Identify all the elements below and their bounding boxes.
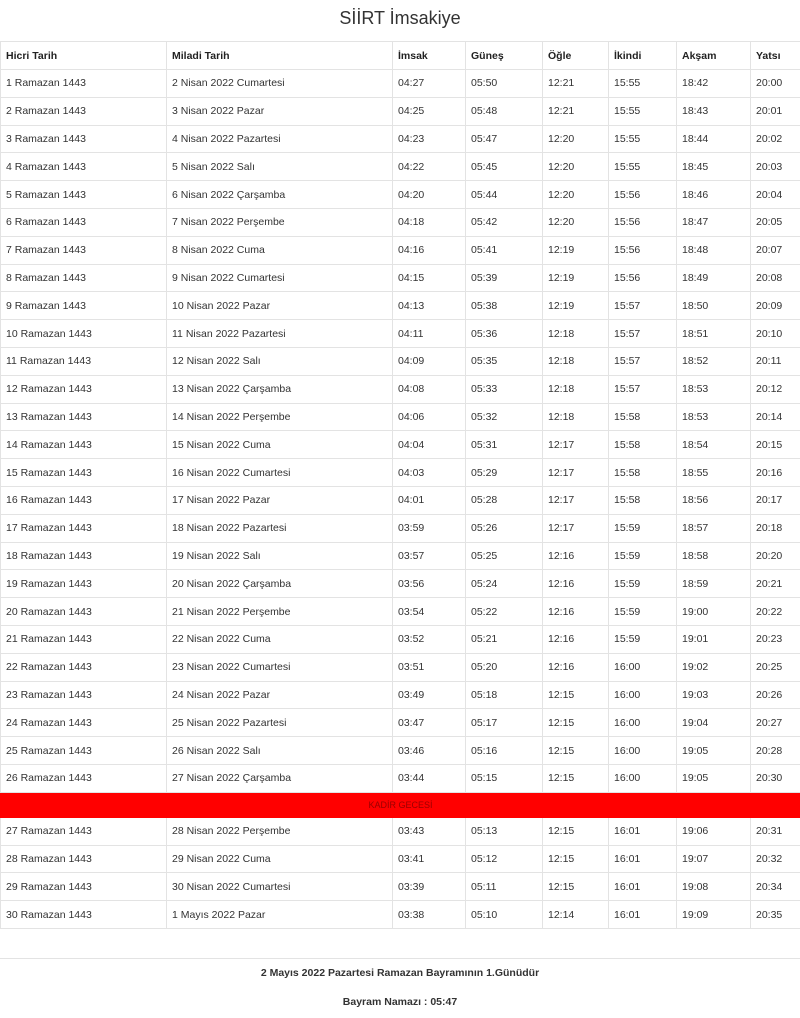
table-cell: 6 Nisan 2022 Çarşamba <box>167 181 393 209</box>
table-cell: 28 Ramazan 1443 <box>1 845 167 873</box>
table-row <box>1 817 800 845</box>
table-cell: 2 Nisan 2022 Cumartesi <box>167 70 393 98</box>
table-cell: 05:32 <box>466 403 543 431</box>
table-cell: 20:35 <box>751 901 800 929</box>
table-cell: 23 Ramazan 1443 <box>1 681 167 709</box>
table-cell: 15:55 <box>609 97 677 125</box>
table-cell: 12 Ramazan 1443 <box>1 375 167 403</box>
table-row <box>1 347 800 375</box>
table-cell: 12:16 <box>543 570 609 598</box>
table-cell: 05:24 <box>466 570 543 598</box>
table-cell: 12:16 <box>543 542 609 570</box>
table-cell: 15 Ramazan 1443 <box>1 459 167 487</box>
table-cell: 03:51 <box>393 653 466 681</box>
table-cell: 18:54 <box>677 431 751 459</box>
table-cell: 19:08 <box>677 873 751 901</box>
table-row <box>1 514 800 542</box>
table-cell: 05:48 <box>466 97 543 125</box>
table-cell: 6 Ramazan 1443 <box>1 208 167 236</box>
table-cell: 20:14 <box>751 403 800 431</box>
table-cell: 18:53 <box>677 403 751 431</box>
column-header: Yatsı <box>751 42 800 70</box>
table-cell: 04:22 <box>393 153 466 181</box>
table-row <box>1 125 800 153</box>
table-cell: 25 Nisan 2022 Pazartesi <box>167 709 393 737</box>
table-cell: 19:02 <box>677 653 751 681</box>
table-cell: 05:15 <box>466 764 543 792</box>
table-cell: 12:18 <box>543 320 609 348</box>
table-cell: 15:58 <box>609 431 677 459</box>
table-cell: 4 Nisan 2022 Pazartesi <box>167 125 393 153</box>
table-cell: 05:20 <box>466 653 543 681</box>
table-cell: 18:48 <box>677 236 751 264</box>
table-cell: 15:59 <box>609 542 677 570</box>
table-cell: 20:27 <box>751 709 800 737</box>
table-cell: 15:57 <box>609 320 677 348</box>
table-row <box>1 320 800 348</box>
table-cell: 18:47 <box>677 208 751 236</box>
table-body <box>1 70 800 929</box>
table-cell: 4 Ramazan 1443 <box>1 153 167 181</box>
table-cell: 03:52 <box>393 625 466 653</box>
table-row <box>1 70 800 98</box>
table-cell: 03:43 <box>393 817 466 845</box>
table-cell: 12:17 <box>543 514 609 542</box>
table-cell: 04:15 <box>393 264 466 292</box>
table-cell: 03:56 <box>393 570 466 598</box>
table-cell: 05:35 <box>466 347 543 375</box>
table-cell: 20:11 <box>751 347 800 375</box>
table-cell: 19 Ramazan 1443 <box>1 570 167 598</box>
table-cell: 3 Nisan 2022 Pazar <box>167 97 393 125</box>
footer-divider <box>0 958 800 959</box>
table-cell: 19:03 <box>677 681 751 709</box>
table-cell: 10 Ramazan 1443 <box>1 320 167 348</box>
table-cell: 16 Nisan 2022 Cumartesi <box>167 459 393 487</box>
table-header <box>1 42 800 70</box>
table-cell: 12:19 <box>543 292 609 320</box>
table-cell: 17 Ramazan 1443 <box>1 514 167 542</box>
table-cell: 16:00 <box>609 681 677 709</box>
table-cell: 20:05 <box>751 208 800 236</box>
table-cell: 12:16 <box>543 653 609 681</box>
table-cell: 20:21 <box>751 570 800 598</box>
table-row <box>1 97 800 125</box>
table-cell: 12 Nisan 2022 Salı <box>167 347 393 375</box>
table-row <box>1 236 800 264</box>
table-cell: 12:19 <box>543 236 609 264</box>
table-cell: 20:07 <box>751 236 800 264</box>
table-cell: 12:18 <box>543 403 609 431</box>
table-cell: 12:16 <box>543 625 609 653</box>
table-cell: 18:42 <box>677 70 751 98</box>
table-cell: 12:17 <box>543 459 609 487</box>
table-row <box>1 153 800 181</box>
table-cell: 04:01 <box>393 486 466 514</box>
table-cell: 20:28 <box>751 737 800 765</box>
table-cell: 03:44 <box>393 764 466 792</box>
table-cell: 18:49 <box>677 264 751 292</box>
table-cell: 16:00 <box>609 653 677 681</box>
table-cell: 12:15 <box>543 764 609 792</box>
table-cell: 12:20 <box>543 153 609 181</box>
table-cell: 05:13 <box>466 817 543 845</box>
table-cell: 12:19 <box>543 264 609 292</box>
table-cell: 14 Nisan 2022 Perşembe <box>167 403 393 431</box>
table-cell: 05:47 <box>466 125 543 153</box>
table-cell: 18:43 <box>677 97 751 125</box>
table-cell: 04:06 <box>393 403 466 431</box>
table-cell: 05:41 <box>466 236 543 264</box>
table-cell: 27 Nisan 2022 Çarşamba <box>167 764 393 792</box>
table-cell: 12:15 <box>543 681 609 709</box>
table-cell: 2 Ramazan 1443 <box>1 97 167 125</box>
table-cell: 05:39 <box>466 264 543 292</box>
table-cell: 05:22 <box>466 598 543 626</box>
column-header: Miladi Tarih <box>167 42 393 70</box>
table-cell: 28 Nisan 2022 Perşembe <box>167 817 393 845</box>
table-cell: 13 Nisan 2022 Çarşamba <box>167 375 393 403</box>
table-cell: 13 Ramazan 1443 <box>1 403 167 431</box>
table-cell: 23 Nisan 2022 Cumartesi <box>167 653 393 681</box>
table-cell: 16 Ramazan 1443 <box>1 486 167 514</box>
table-cell: 20:17 <box>751 486 800 514</box>
table-cell: 03:38 <box>393 901 466 929</box>
table-cell: 15:55 <box>609 153 677 181</box>
table-cell: 05:31 <box>466 431 543 459</box>
table-cell: 05:18 <box>466 681 543 709</box>
table-cell: 05:28 <box>466 486 543 514</box>
table-cell: 24 Ramazan 1443 <box>1 709 167 737</box>
table-cell: 20:20 <box>751 542 800 570</box>
table-cell: 05:21 <box>466 625 543 653</box>
table-cell: 03:41 <box>393 845 466 873</box>
table-cell: 12:15 <box>543 845 609 873</box>
header-row <box>1 42 800 70</box>
table-cell: 04:20 <box>393 181 466 209</box>
table-cell: 05:29 <box>466 459 543 487</box>
table-cell: 16:01 <box>609 845 677 873</box>
table-row <box>1 292 800 320</box>
table-cell: 26 Nisan 2022 Salı <box>167 737 393 765</box>
table-row <box>1 873 800 901</box>
column-header: Öğle <box>543 42 609 70</box>
table-cell: 12:15 <box>543 709 609 737</box>
table-cell: 26 Ramazan 1443 <box>1 764 167 792</box>
table-cell: 04:03 <box>393 459 466 487</box>
table-cell: 20:25 <box>751 653 800 681</box>
table-cell: 05:11 <box>466 873 543 901</box>
table-cell: 16:00 <box>609 737 677 765</box>
table-cell: 17 Nisan 2022 Pazar <box>167 486 393 514</box>
table-cell: 5 Nisan 2022 Salı <box>167 153 393 181</box>
table-cell: 30 Nisan 2022 Cumartesi <box>167 873 393 901</box>
column-header: İkindi <box>609 42 677 70</box>
table-row <box>1 542 800 570</box>
table-cell: 8 Ramazan 1443 <box>1 264 167 292</box>
table-cell: 15:56 <box>609 181 677 209</box>
table-row <box>1 486 800 514</box>
table-cell: 20 Ramazan 1443 <box>1 598 167 626</box>
table-cell: 20:00 <box>751 70 800 98</box>
table-row <box>1 653 800 681</box>
table-cell: 7 Nisan 2022 Perşembe <box>167 208 393 236</box>
table-cell: 20:10 <box>751 320 800 348</box>
table-cell: 05:12 <box>466 845 543 873</box>
table-cell: 15:55 <box>609 70 677 98</box>
table-cell: 15:58 <box>609 403 677 431</box>
table-cell: 21 Nisan 2022 Perşembe <box>167 598 393 626</box>
table-cell: 11 Ramazan 1443 <box>1 347 167 375</box>
table-row <box>1 901 800 929</box>
table-cell: 18:50 <box>677 292 751 320</box>
table-cell: 18:57 <box>677 514 751 542</box>
table-cell: 05:45 <box>466 153 543 181</box>
table-row <box>1 208 800 236</box>
column-header: Güneş <box>466 42 543 70</box>
table-cell: 20:04 <box>751 181 800 209</box>
table-cell: 24 Nisan 2022 Pazar <box>167 681 393 709</box>
table-cell: 19 Nisan 2022 Salı <box>167 542 393 570</box>
table-cell: 18:46 <box>677 181 751 209</box>
table-cell: 20:16 <box>751 459 800 487</box>
table-row <box>1 737 800 765</box>
table-cell: 22 Nisan 2022 Cuma <box>167 625 393 653</box>
table-cell: 20:22 <box>751 598 800 626</box>
table-row <box>1 570 800 598</box>
table-cell: 20:12 <box>751 375 800 403</box>
page-title: SİİRT İmsakiye <box>339 8 461 28</box>
table-cell: 05:38 <box>466 292 543 320</box>
table-cell: 21 Ramazan 1443 <box>1 625 167 653</box>
table-cell: 04:25 <box>393 97 466 125</box>
table-cell: 19:01 <box>677 625 751 653</box>
table-cell: 27 Ramazan 1443 <box>1 817 167 845</box>
table-cell: 19:00 <box>677 598 751 626</box>
table-cell: 8 Nisan 2022 Cuma <box>167 236 393 264</box>
table-cell: 18:51 <box>677 320 751 348</box>
table-cell: 18:52 <box>677 347 751 375</box>
table-cell: 14 Ramazan 1443 <box>1 431 167 459</box>
table-row <box>1 845 800 873</box>
table-cell: 19:09 <box>677 901 751 929</box>
table-cell: 04:11 <box>393 320 466 348</box>
table-cell: 15 Nisan 2022 Cuma <box>167 431 393 459</box>
table-cell: 20:32 <box>751 845 800 873</box>
table-cell: 3 Ramazan 1443 <box>1 125 167 153</box>
table-cell: 18:59 <box>677 570 751 598</box>
table-cell: 18:56 <box>677 486 751 514</box>
table-cell: 20 Nisan 2022 Çarşamba <box>167 570 393 598</box>
imsakiye-table <box>0 41 800 929</box>
table-cell: 16:00 <box>609 764 677 792</box>
table-row <box>1 459 800 487</box>
table-cell: 20:02 <box>751 125 800 153</box>
table-row <box>1 625 800 653</box>
bayram-namazi: Bayram Namazı : 05:47 <box>342 996 458 1008</box>
table-cell: 30 Ramazan 1443 <box>1 901 167 929</box>
table-cell: 18:58 <box>677 542 751 570</box>
table-cell: 20:15 <box>751 431 800 459</box>
table-cell: 18 Ramazan 1443 <box>1 542 167 570</box>
table-cell: 9 Nisan 2022 Cumartesi <box>167 264 393 292</box>
table-cell: 20:34 <box>751 873 800 901</box>
table-cell: 12:18 <box>543 347 609 375</box>
table-cell: 04:23 <box>393 125 466 153</box>
table-cell: 19:06 <box>677 817 751 845</box>
table-cell: 20:09 <box>751 292 800 320</box>
table-cell: 5 Ramazan 1443 <box>1 181 167 209</box>
table-cell: 04:09 <box>393 347 466 375</box>
table-cell: 04:13 <box>393 292 466 320</box>
table-cell: 19:05 <box>677 737 751 765</box>
table-cell: 12:17 <box>543 431 609 459</box>
table-cell: 04:18 <box>393 208 466 236</box>
table-row <box>1 598 800 626</box>
table-cell: 03:57 <box>393 542 466 570</box>
table-cell: 18:45 <box>677 153 751 181</box>
table-row <box>1 264 800 292</box>
table-cell: 15:59 <box>609 514 677 542</box>
table-cell: 05:36 <box>466 320 543 348</box>
table-cell: 04:27 <box>393 70 466 98</box>
table-cell: 22 Ramazan 1443 <box>1 653 167 681</box>
table-row <box>1 681 800 709</box>
table-cell: 11 Nisan 2022 Pazartesi <box>167 320 393 348</box>
table-cell: 12:21 <box>543 97 609 125</box>
table-cell: 12:15 <box>543 737 609 765</box>
table-cell: 12:20 <box>543 208 609 236</box>
table-cell: 05:17 <box>466 709 543 737</box>
table-cell: 12:17 <box>543 486 609 514</box>
table-cell: 05:42 <box>466 208 543 236</box>
table-cell: 05:16 <box>466 737 543 765</box>
table-cell: 05:44 <box>466 181 543 209</box>
table-row <box>1 403 800 431</box>
table-cell: 16:01 <box>609 873 677 901</box>
table-cell: 03:54 <box>393 598 466 626</box>
table-cell: 12:15 <box>543 817 609 845</box>
table-cell: 19:05 <box>677 764 751 792</box>
table-cell: 20:31 <box>751 817 800 845</box>
table-cell: 16:01 <box>609 817 677 845</box>
table-cell: 7 Ramazan 1443 <box>1 236 167 264</box>
table-cell: 04:08 <box>393 375 466 403</box>
table-cell: 12:15 <box>543 873 609 901</box>
table-cell: 03:47 <box>393 709 466 737</box>
table-cell: 15:59 <box>609 570 677 598</box>
bayram-note: 2 Mayıs 2022 Pazartesi Ramazan Bayramının 1.Günüdür <box>260 967 540 979</box>
table-cell: 25 Ramazan 1443 <box>1 737 167 765</box>
table-cell: 10 Nisan 2022 Pazar <box>167 292 393 320</box>
column-header: Hicri Tarih <box>1 42 167 70</box>
table-cell: 15:59 <box>609 625 677 653</box>
table-cell: 18:55 <box>677 459 751 487</box>
table-cell: 05:50 <box>466 70 543 98</box>
table-row <box>1 181 800 209</box>
table-cell: 03:39 <box>393 873 466 901</box>
table-cell: 12:18 <box>543 375 609 403</box>
table-cell: 9 Ramazan 1443 <box>1 292 167 320</box>
table-cell: 1 Mayıs 2022 Pazar <box>167 901 393 929</box>
table-cell: 12:21 <box>543 70 609 98</box>
table-cell: 04:16 <box>393 236 466 264</box>
table-cell: 18:53 <box>677 375 751 403</box>
table-cell: 20:30 <box>751 764 800 792</box>
table-cell: 20:18 <box>751 514 800 542</box>
table-cell: 03:46 <box>393 737 466 765</box>
table-cell: 16:01 <box>609 901 677 929</box>
table-row <box>1 764 800 792</box>
table-row <box>1 375 800 403</box>
table-cell: 12:14 <box>543 901 609 929</box>
column-header: İmsak <box>393 42 466 70</box>
table-cell: 15:55 <box>609 125 677 153</box>
table-cell: 1 Ramazan 1443 <box>1 70 167 98</box>
table-cell: 15:58 <box>609 459 677 487</box>
table-cell: 20:26 <box>751 681 800 709</box>
table-cell: 05:26 <box>466 514 543 542</box>
table-cell: 04:04 <box>393 431 466 459</box>
table-cell: 12:16 <box>543 598 609 626</box>
table-cell: 15:57 <box>609 375 677 403</box>
table-cell: 15:56 <box>609 208 677 236</box>
table-cell: 15:59 <box>609 598 677 626</box>
table-row <box>1 709 800 737</box>
table-cell: 19:07 <box>677 845 751 873</box>
kadir-gecesi-row <box>1 792 800 817</box>
table-cell: 18:44 <box>677 125 751 153</box>
column-header: Akşam <box>677 42 751 70</box>
table-row <box>1 431 800 459</box>
table-cell: 05:33 <box>466 375 543 403</box>
table-cell: 20:08 <box>751 264 800 292</box>
table-cell: 19:04 <box>677 709 751 737</box>
table-cell: 29 Nisan 2022 Cuma <box>167 845 393 873</box>
table-cell: 05:25 <box>466 542 543 570</box>
table-cell: 15:56 <box>609 236 677 264</box>
table-cell: 15:56 <box>609 264 677 292</box>
kadir-gecesi-label: KADİR GECESİ <box>1 792 800 817</box>
table-cell: 16:00 <box>609 709 677 737</box>
table-cell: 15:57 <box>609 347 677 375</box>
table-cell: 20:03 <box>751 153 800 181</box>
table-cell: 12:20 <box>543 181 609 209</box>
table-cell: 03:49 <box>393 681 466 709</box>
table-cell: 18 Nisan 2022 Pazartesi <box>167 514 393 542</box>
table-cell: 12:20 <box>543 125 609 153</box>
table-cell: 05:10 <box>466 901 543 929</box>
table-cell: 20:01 <box>751 97 800 125</box>
table-cell: 03:59 <box>393 514 466 542</box>
table-cell: 20:23 <box>751 625 800 653</box>
table-cell: 29 Ramazan 1443 <box>1 873 167 901</box>
table-cell: 15:58 <box>609 486 677 514</box>
table-cell: 15:57 <box>609 292 677 320</box>
